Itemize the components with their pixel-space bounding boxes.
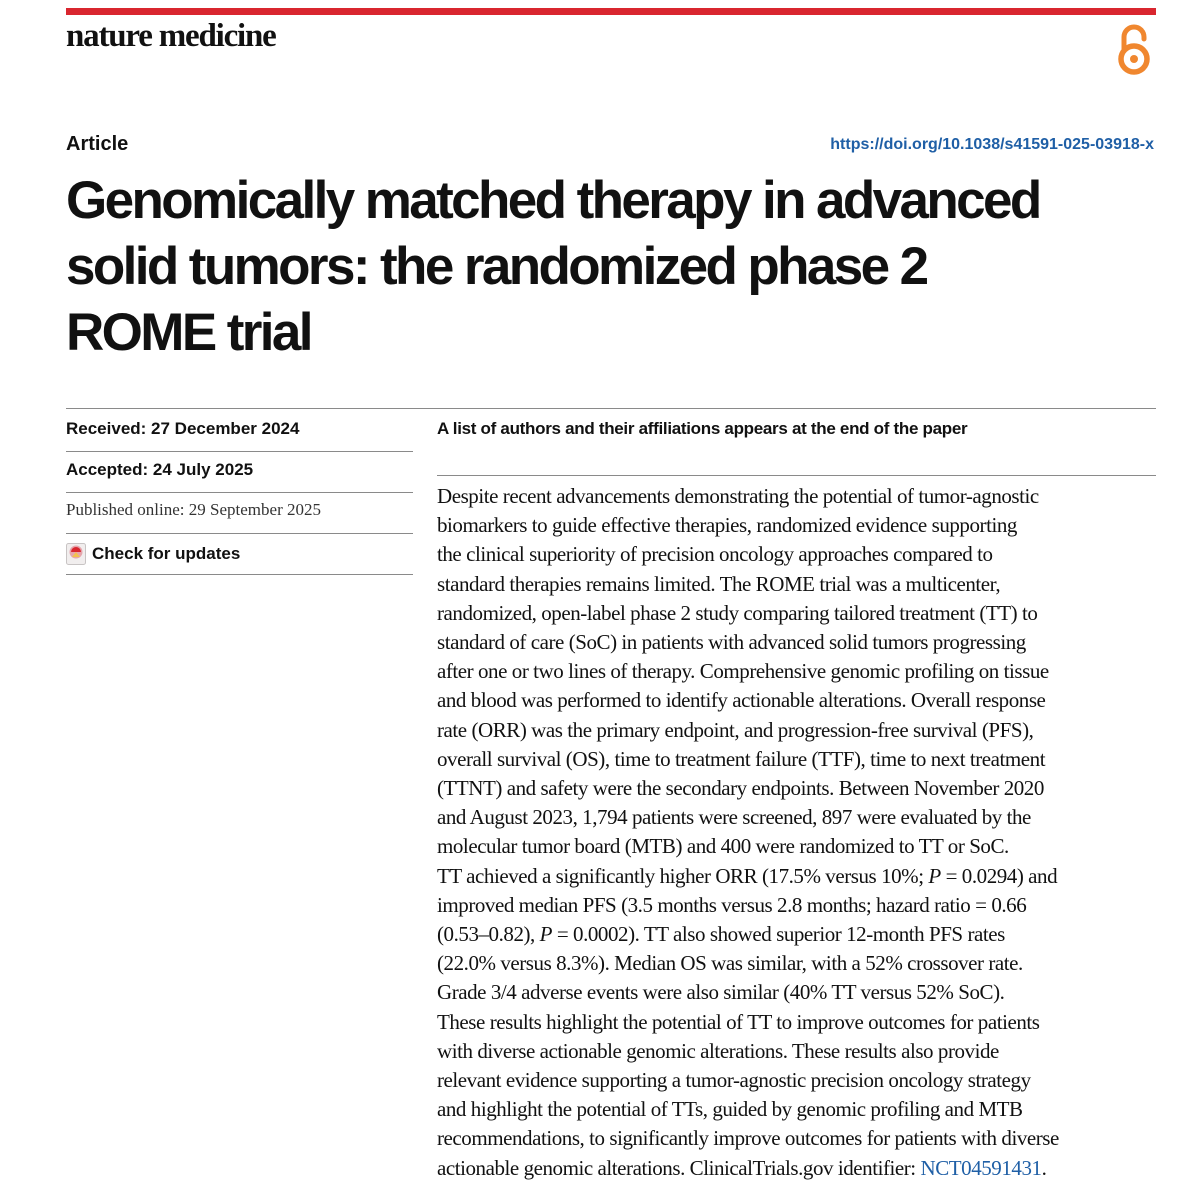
- meta-divider: [66, 574, 413, 575]
- received-date: Received: 27 December 2024: [66, 419, 300, 438]
- authors-affiliation-note: A list of authors and their affiliations appears at the end of the paper: [437, 419, 968, 438]
- abstract-divider: [437, 475, 1156, 476]
- abstract-line: improved median PFS (3.5 months versus 2.8 months; hazard ratio = 0.66: [437, 892, 1027, 917]
- check-for-updates-icon: [66, 543, 86, 565]
- abstract-line: Despite recent advancements demonstrating the potential of tumor-agnostic: [437, 484, 1039, 508]
- abstract-line: after one or two lines of therapy. Comprehensive genomic profiling on tissue: [437, 659, 1049, 684]
- abstract: [437, 482, 1157, 1183]
- header-divider: [66, 408, 1156, 409]
- abstract-line: standard of care (SoC) in patients with advanced solid tumors progressing: [437, 630, 1026, 655]
- abstract-line: recommendations, to significantly improve outcomes for patients with diverse: [437, 1126, 1059, 1151]
- p-value-symbol: P: [928, 863, 941, 888]
- abstract-line: with diverse actionable genomic alterations. These results also provide: [437, 1038, 999, 1063]
- abstract-line: and highlight the potential of TTs, guided by genomic profiling and MTB: [437, 1097, 1023, 1122]
- check-for-updates-button[interactable]: [66, 542, 240, 566]
- title-line: ROME trial: [66, 303, 311, 362]
- abstract-line: Grade 3/4 adverse events were also similar (40% TT versus 52% SoC).: [437, 980, 1005, 1005]
- abstract-line: relevant evidence supporting a tumor-agnostic precision oncology strategy: [437, 1068, 1031, 1093]
- abstract-line: molecular tumor board (MTB) and 400 were randomized to TT or SoC.: [437, 834, 1009, 859]
- title-line: solid tumors: the randomized phase 2: [66, 237, 927, 296]
- journal-name[interactable]: nature medicine: [66, 18, 276, 54]
- abstract-line: [437, 920, 1157, 949]
- journal-accent-bar: [66, 8, 1156, 15]
- abstract-text: (0.53–0.82),: [437, 922, 540, 947]
- abstract-line: biomarkers to guide effective therapies, randomized evidence supporting: [437, 513, 1017, 538]
- clinical-trial-link[interactable]: NCT04591431: [920, 1155, 1042, 1180]
- abstract-text: actionable genomic alterations. ClinicalTrials.gov identifier:: [437, 1155, 921, 1180]
- p-value-symbol: P: [539, 922, 553, 947]
- abstract-line: (TTNT) and safety were the secondary endpoints. Between November 2020: [437, 776, 1044, 801]
- abstract-line: the clinical superiority of precision oncology approaches compared to: [437, 542, 993, 567]
- published-date: Published online: 29 September 2025: [66, 500, 321, 519]
- doi-link[interactable]: https://doi.org/10.1038/s41591-025-03918-x: [830, 136, 1154, 153]
- meta-divider: [66, 451, 413, 452]
- abstract-line: and August 2023, 1,794 patients were screened, 897 were evaluated by the: [437, 805, 1031, 830]
- abstract-line: These results highlight the potential of TT to improve outcomes for patients: [437, 1009, 1040, 1034]
- title-line: Genomically matched therapy in advanced: [66, 171, 1040, 230]
- meta-divider: [66, 492, 413, 493]
- abstract-line: [437, 1154, 1157, 1183]
- abstract-line: [437, 862, 1157, 891]
- open-access-lock-icon: [1114, 20, 1154, 76]
- article-title: [66, 168, 1156, 366]
- abstract-line: and blood was performed to identify actionable alterations. Overall response: [437, 688, 1046, 713]
- check-for-updates-label: Check for updates: [92, 544, 241, 563]
- abstract-text: = 0.0294) and: [940, 863, 1058, 888]
- abstract-text: .: [1041, 1155, 1047, 1180]
- abstract-line: rate (ORR) was the primary endpoint, and progression-free survival (PFS),: [437, 717, 1034, 742]
- abstract-line: (22.0% versus 8.3%). Median OS was similar, with a 52% crossover rate.: [437, 951, 1023, 976]
- article-type-label: Article: [66, 133, 129, 155]
- abstract-text: TT achieved a significantly higher ORR (17.5% versus 10%;: [437, 863, 929, 888]
- abstract-line: randomized, open-label phase 2 study comparing tailored treatment (TT) to: [437, 600, 1038, 625]
- abstract-line: overall survival (OS), time to treatment failure (TTF), time to next treatment: [437, 746, 1046, 771]
- accepted-date: Accepted: 24 July 2025: [66, 460, 254, 479]
- abstract-text: = 0.0002). TT also showed superior 12-month PFS rates: [552, 922, 1005, 947]
- abstract-line: standard therapies remains limited. The ROME trial was a multicenter,: [437, 571, 1001, 596]
- meta-divider: [66, 533, 413, 534]
